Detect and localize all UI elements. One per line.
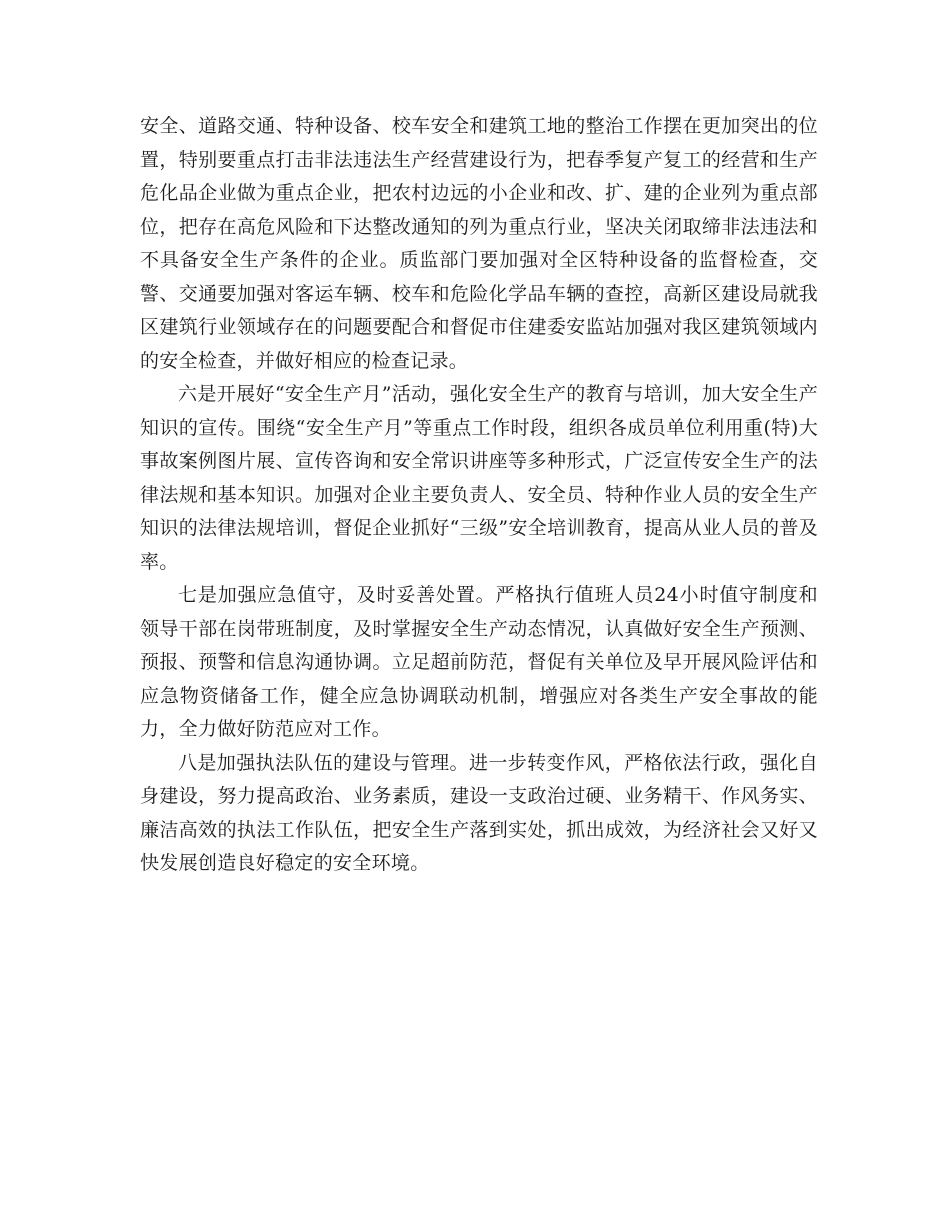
paragraph-continuation: 安全、道路交通、特种设备、校车安全和建筑工地的整治工作摆在更加突出的位置，特别要重点打击非法违法生产经营建设行为，把春季复产复工的经营和生产危化品企业做为重点企业，把农村边远的小企业和改、扩、建的企业列为重点部位，把存在高危风险和下达整改通知的列为重点行业，坚决关闭取缔非法违法和不具备安全生产条件的企业。质监部门要加强对全区特种设备的监督检查，交警、交通要加强对客运车辆、校车和危险化学品车辆的查控，高新区建设局就我区建筑行业领域存在的问题要配合和督促市住建委安监站加强对我区建筑领域内的安全检查，并做好相应的检查记录。: [140, 115, 818, 372]
document-body: [140, 110, 818, 881]
paragraph-item-six: 六是开展好“安全生产月”活动，强化安全生产的教育与培训，加大安全生产知识的宣传。围绕“安全生产月”等重点工作时段，组织各成员单位利用重(特)大事故案例图片展、宣传咨询和安全常识讲座等多种形式，广泛宣传安全生产的法律法规和基本知识。加强对企业主要负责人、安全员、特种作业人员的安全生产知识的法律法规培训，督促企业抓好“三级”安全培训教育，提高从业人员的普及率。: [140, 383, 818, 573]
paragraph-item-eight: 八是加强执法队伍的建设与管理。进一步转变作风，严格依法行政，强化自身建设，努力提高政治、业务素质，建设一支政治过硬、业务精干、作风务实、廉洁高效的执法工作队伍，把安全生产落到实处，抓出成效，为经济社会又好又快发展创造良好稳定的安全环境。: [140, 751, 818, 874]
paragraph-item-seven: 七是加强应急值守，及时妥善处置。严格执行值班人员24小时值守制度和领导干部在岗带班制度，及时掌握安全生产动态情况，认真做好安全生产预测、预报、预警和信息沟通协调。立足超前防范，督促有关单位及早开展风险评估和应急物资储备工作，健全应急协调联动机制，增强应对各类生产安全事故的能力，全力做好防范应对工作。: [140, 584, 818, 740]
